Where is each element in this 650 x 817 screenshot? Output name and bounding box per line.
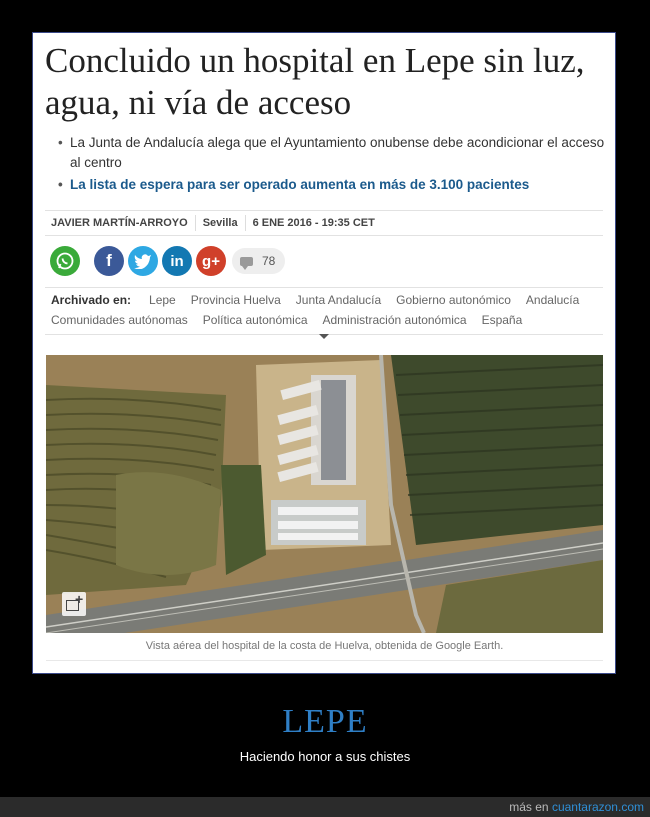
aerial-photo <box>46 355 603 633</box>
google-plus-icon[interactable]: g+ <box>196 246 226 276</box>
tag-link[interactable]: Administración autonómica <box>322 313 467 327</box>
twitter-icon[interactable] <box>128 246 158 276</box>
expand-image-icon[interactable] <box>62 592 86 616</box>
photo-caption: Vista aérea del hospital de la costa de Huelva, obtenida de Google Earth. <box>145 640 504 652</box>
tags-label: Archivado en: <box>51 293 132 307</box>
summary-link[interactable]: • La lista de espera para ser operado aumenta en más de 3.100 pacientes <box>58 175 606 195</box>
article-summary <box>58 133 606 197</box>
linkedin-icon[interactable]: in <box>162 246 192 276</box>
whatsapp-icon[interactable] <box>50 246 80 276</box>
tag-link[interactable]: Andalucía <box>525 293 580 307</box>
article-headline: Concluido un hospital en Lepe sin luz, agua, ni vía de acceso <box>45 41 585 122</box>
byline <box>45 210 603 236</box>
tag-link[interactable]: Gobierno autonómico <box>396 293 511 307</box>
tags-section <box>45 287 603 335</box>
tag-link[interactable]: Comunidades autónomas <box>51 313 188 327</box>
tag-link[interactable]: Provincia Huelva <box>190 293 281 307</box>
footer-bar <box>0 797 650 817</box>
facebook-icon[interactable]: f <box>94 246 124 276</box>
comment-count: 78 <box>262 254 276 268</box>
comments-button[interactable] <box>232 248 285 274</box>
comment-icon <box>240 257 253 266</box>
site-link[interactable]: cuantarazon.com <box>551 800 644 814</box>
expand-tags-arrow[interactable] <box>319 334 329 339</box>
footer-text <box>509 800 644 814</box>
summary-bullet: • La Junta de Andalucía alega que el Ayuntamiento onubense debe acondicionar el acceso al centro <box>58 133 606 173</box>
tag-link[interactable]: Política autonómica <box>202 313 308 327</box>
share-bar <box>50 245 285 277</box>
meme-title: LEPE <box>282 703 368 740</box>
divider <box>46 660 603 661</box>
tag-link[interactable]: Junta Andalucía <box>295 293 382 307</box>
tag-link[interactable]: Lepe <box>149 293 176 307</box>
meme-subtitle: Haciendo honor a sus chistes <box>239 749 411 764</box>
dateline-city: Sevilla <box>196 215 246 231</box>
footer-prefix: más en <box>509 800 549 814</box>
tag-link[interactable]: España <box>481 313 523 327</box>
author-name[interactable]: JAVIER MARTÍN-ARROYO <box>45 215 196 231</box>
publish-date: 6 ENE 2016 - 19:35 CET <box>252 217 375 229</box>
